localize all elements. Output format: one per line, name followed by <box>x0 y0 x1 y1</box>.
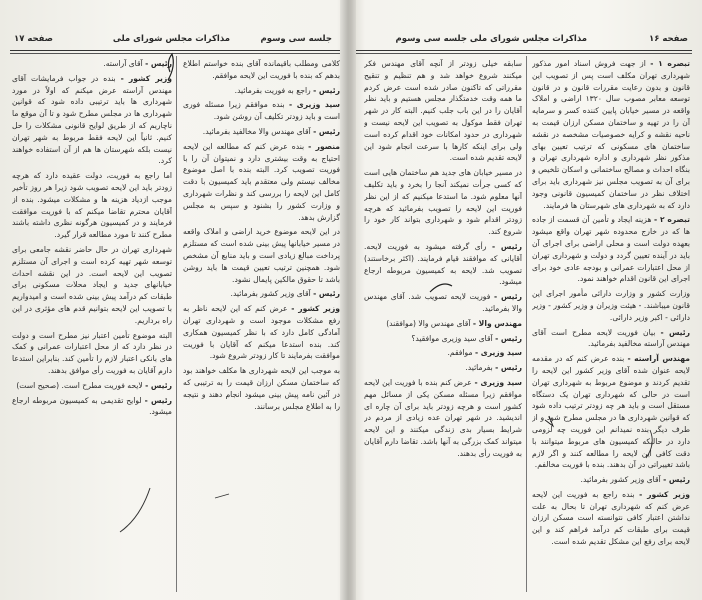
right-page-column-right <box>532 58 690 594</box>
paragraph <box>364 333 522 345</box>
speaker-name: رئیس - <box>313 85 340 95</box>
paragraph-text: راجع به فوریت بفرمائید. <box>234 85 311 95</box>
speaker-name: سید وزیری - <box>474 348 522 358</box>
right-page <box>356 0 692 600</box>
left-page <box>10 0 340 600</box>
right-page-title: مذاکرات مجلس شورای ملی <box>469 34 587 44</box>
speaker-name: تبصره ۲ - <box>654 215 690 225</box>
speaker-name: رئیس - <box>144 395 172 405</box>
speaker-name: رئیس - <box>493 292 522 302</box>
paragraph-text: آقای سید وزیری موافقید؟ <box>411 333 493 343</box>
paragraph <box>364 291 522 315</box>
left-page-column-right <box>183 58 340 594</box>
right-page-column-left <box>364 58 522 594</box>
paragraph-text: بیان فوریت لایحه مطرح است آقای مهندس آراسته مخالفید بفرمائید. <box>532 327 690 349</box>
paragraph <box>532 327 690 351</box>
paragraph-text: به موجب این لایحه شهرداری ها مکلف خواهند بود که ساختمان مسکن ارزان قیمت را به ترتیبی که در آئین نامه پیش بینی میشود انجام دهند و نتیجه را به اطلاع مجلس برسانند. <box>183 366 340 411</box>
speaker-name: رئیس - <box>145 380 172 390</box>
paragraph <box>364 241 522 288</box>
right-header-rule <box>356 50 692 54</box>
paragraph-text: کلامی ومطلب باقیمانده آقای بنده خواستم اطلاع بدهم که بنده با فوریت این لایحه موافقم. <box>183 59 340 80</box>
paragraph <box>364 58 522 164</box>
speaker-name: وزیر کشور - <box>291 304 340 314</box>
paragraph-text: آقای مهندس والا (موافقند) <box>386 318 471 328</box>
paragraph <box>183 303 340 362</box>
speaker-name: رئیس - <box>313 126 340 136</box>
book-gutter <box>340 0 356 600</box>
paragraph <box>12 330 172 377</box>
paragraph-text: بنده عرض کنم که مطالعه این لایحه احتیاج به وقت بیشتری دارد و نمیتوان آن را با فوریت تصویب کرد. البته بنده با اصل موضوع مخالف نیستم ولی معتقدم باید کمیسیون با دقت کامل این لایحه را بررسی کند و نظرات شهرداری و وزارت کشور را بشنود و سپس به مجلس گزارش بدهد. <box>183 141 340 222</box>
paragraph-text: در این لایحه موضوع خرید اراضی و املاک واقعه در مسیر خیابانها پیش بینی شده است که مستلزم پرداخت مبالغ زیادی است و باید منابع آن مشخص شود. همچنین ترتیب تعیین قیمت ها باید روشن باشد تا حقوق مالکین پایمال نشود. <box>183 227 340 284</box>
right-page-session: جلسه سی وسوم <box>395 34 467 44</box>
speaker-name: مهندس والا - <box>472 318 522 328</box>
paragraph-text: اما راجع به فوریت، دولت عقیده دارد که هرچه زودتر باید این لایحه تصویب شود زیرا هر روز تأخیر موجب ازدیاد هزینه ها و مشکلات میشود. بنده از آقایان محترم تقاضا میکنم که با فوریت موافقت فرمایند و در کمیسیون هرگونه نظری داشته باشند مطرح کنند تا مورد مطالعه قرار گیرد. <box>12 171 172 240</box>
paragraph <box>183 141 340 224</box>
paragraph <box>183 226 340 285</box>
paragraph <box>183 99 340 123</box>
paragraph-text: عرض کنم بنده با فوریت این لایحه موافقم زیرا مسئله مسکن یکی از مسائل مهم کشور است و هرچه زودتر باید برای آن چاره ای اندیشید. در شهر تهران عده زیادی از مردم در شرایط بسیار بدی زندگی میکنند و این لایحه میتواند کمک بزرگی به آنها باشد. تقاضا دارم آقایان به فوریت رأی بدهند. <box>364 377 522 458</box>
paragraph <box>183 126 340 138</box>
left-page-header <box>10 30 340 50</box>
paragraph <box>183 288 340 300</box>
paragraph-text: فوریت لایحه تصویب شد. آقای مهندس والا بفرمائید. <box>364 292 522 313</box>
paragraph <box>532 353 690 471</box>
paragraph-text: بفرمائید. <box>465 363 493 373</box>
right-column-divider <box>526 56 527 592</box>
speaker-name: سید وزیری - <box>474 377 522 387</box>
speaker-name: رئیس - <box>313 289 340 299</box>
left-page-session: جلسه سی وسوم <box>260 34 332 44</box>
speaker-name: مهندس آراسته - <box>627 354 690 364</box>
paragraph-text: وزارت کشور و وزارت دارائی مأمور اجرای این قانون میباشند. - هیئت وزیران و وزیر کشور - وزیر دارائی - اکبر وزیر دارائی. <box>532 289 690 322</box>
paragraph-text: رأی گرفته میشود به فوریت لایحه. آقایانی که موافقند قیام فرمایند. (اکثر برخاستند) تصویب شد. لایحه به کمیسیون مربوطه ارجاع میشود. <box>364 241 522 287</box>
paragraph <box>532 489 690 548</box>
paragraph <box>364 362 522 374</box>
paragraph <box>12 73 172 167</box>
left-page-column-left <box>12 58 172 594</box>
paragraph <box>12 170 172 241</box>
speaker-name: رئیس - <box>495 363 522 373</box>
paragraph-text: آقای مهندس والا مخالفید بفرمائید. <box>202 126 311 136</box>
paragraph <box>364 167 522 238</box>
left-header-rule <box>10 50 340 54</box>
paragraph <box>532 474 690 486</box>
paragraph-text: آقای آراسته. <box>103 59 143 68</box>
speaker-name: تبصره ۱ - <box>650 59 690 68</box>
paragraph <box>532 288 690 323</box>
speaker-name: منصور - <box>308 141 340 151</box>
paragraph-text: بنده در جواب فرمایشات آقای مهندس آراسته عرض میکنم که اولاً در مورد شهرداری ها باید ترتیبی داده شود که قوانین شهرداری ها در مجلس مطرح شود و تا آن موقع ما ناچاریم که از طریق لوایح قانونی مشکلات را حل کنیم. ثانیاً این لایحه فقط مربوط به شهر تهران نیست بلکه شهرستان ها هم از آن استفاده خواهند کرد. <box>12 73 172 166</box>
paragraph <box>364 318 522 330</box>
paragraph-text: لوایح تقدیمی به کمیسیون مربوطه ارجاع میشود. <box>12 395 172 417</box>
paragraph-text: عرض کنم که این لایحه ناظر به رفع مشکلات موجود است و شهرداری تهران آمادگی کامل دارد که با نظر کمیسیون همکاری کند. بنده استدعا میکنم که آقایان با فوریت موافقت بفرمایند تا کار زودتر شروع شود. <box>183 304 340 361</box>
paragraph <box>12 380 172 392</box>
paragraph-text: البته موضوع تأمین اعتبار نیز مطرح است و دولت در نظر دارد که از محل اعتبارات عمرانی و کمک های بانکی اعتبار لازم را تأمین کند. بنابراین استدعا دارم آقایان به فوریت رأی موافق بدهند. <box>12 330 172 375</box>
paragraph-text: لایحه فوریت مطرح است. (صحیح است) <box>16 380 143 390</box>
right-page-header <box>356 30 692 50</box>
paragraph <box>183 58 340 82</box>
paragraph <box>12 395 172 419</box>
paragraph <box>364 347 522 359</box>
speaker-name: وزیر کشور - <box>120 73 172 83</box>
paragraph <box>183 365 340 412</box>
speaker-name: رئیس - <box>663 475 690 485</box>
speaker-name: رئیس - <box>145 59 172 68</box>
paragraph-text: هزینه ایجاد و تأمین آن قسمت از جاده ها که در خارج محدوده شهر تهران واقع میشود بعهده دولت است و محلی اراضی برای اجرای آن باید در آینده تعیین گردد و دولت و شهرداری تهران از محل اعتبارات عمرانی و بودجه عادی خود برای اجرای این قانون اقدام خواهند نمود. <box>532 215 690 284</box>
paragraph <box>532 214 690 285</box>
speaker-name: رئیس - <box>492 241 522 251</box>
paragraph-text: سابقه خیلی زودتر از آنچه آقای مهندس فکر میکنند شروع خواهد شد و هم تنظیم و تنقیح مقرراتی که تاکنون صادر شده است عرض کردم ما همه وقت خدمتگذار مجلس هستیم و باید نظر آقایان را در این باب جلب کنیم. البته کار در شهر تهران فقط موکول به تصویب این لایحه نیست و شهرداری در حدود امکانات خود اقدام کرده است ولی برای اینکه کارها با سرعت انجام شود این لایحه تقدیم شده است. <box>364 59 522 163</box>
speaker-name: رئیس - <box>660 327 690 337</box>
paragraph-text: شهرداری تهران در حال حاضر نقشه جامعی برای توسعه شهر تهیه کرده است و اجرای آن مستلزم تصویب این لایحه است. در این نقشه احداث خیابانهای جدید و ایجاد محلات مسکونی برای طبقات کم درآمد پیش بینی شده است و امیدواریم با تصویب این لایحه بتوانیم قدم های مؤثری در این راه برداریم. <box>12 244 172 325</box>
paragraph <box>12 244 172 327</box>
paragraph-text: در مسیر خیابان های جدید هم ساختمان هایی است که کسی جرأت نمیکند آنجا را بخرد و باید تکلیف آنها معلوم شود. ما استدعا میکنیم که از این نظر فوریت این لایحه را تصویب بفرمائید که هرچه زودتر اقدام شود و شهرداری بتواند کار خود را شروع کند. <box>364 168 522 237</box>
right-page-number: صفحه ۱۶ <box>649 34 688 44</box>
paragraph-text: بنده راجع به فوریت این لایحه عرض کنم که شهرداری تهران تا بحال به علت نداشتن اعتبار کافی نتوانسته است مسکن ارزان قیمت برای طبقات کم درآمد فراهم کند و این لایحه برای رفع این مشکل تقدیم شده است. <box>532 489 690 547</box>
paragraph-text: موافقم. <box>447 348 473 358</box>
left-column-divider <box>176 56 177 592</box>
speaker-name: رئیس - <box>495 333 522 343</box>
paragraph <box>364 377 522 460</box>
paragraph <box>12 58 172 70</box>
paragraph-text: آقای وزیر کشور بفرمائید. <box>230 289 311 299</box>
left-page-title: مذاکرات مجلس شورای ملی <box>112 34 230 44</box>
paragraph <box>183 85 340 97</box>
paragraph-text: آقای وزیر کشور بفرمائید. <box>580 475 661 485</box>
paragraph-text: بنده عرض کنم که در مقدمه لایحه عنوان شده آقای وزیر کشور این لایحه را تقدیم کردند و موضوع مربوط به شهرداری تهران است در حالی که شهرداری تهران یک دستگاه مستقل است و باید هر چه زودتر ترتیب داده شود که قوانین شهرداری ها در مجلس مطرح شود و از طرف دیگر بنده نمیدانم این فوریت چه لزومی دارد در حالیکه کمیسیون های مربوط میتوانند با دقت کافی این لایحه را مطالعه کنند و اگر لازم باشد تغییراتی در آن بدهند. بنده با فوریت مخالفم. <box>532 354 690 470</box>
left-page-number: صفحه ۱۷ <box>14 34 53 44</box>
paragraph-text: بنده موافقم زیرا مسئله فوری است و باید زودتر تکلیف آن روشن شود. <box>183 100 340 122</box>
paragraph-text: از جهت فروش اسناد امور مذکور شهرداری تهران مکلف است پس از تصویب این قانون و بدون رعایت مقررات قانون و در قانون توسعه معابر مصوب سال ۱۳۲۰ اراضی و املاک واقعه در مسیر خیابان پایین کننده کسر و سرمایه آن را در تهیه و ساختمان مسکن ارزان قیمت به ناحیه نقشه و کرایه خصوصیات مشخصه در نقشه ساختمان های مسکونی که ترتیب تعیین بهای مذکور نظر شهرداری و اداره شهرداری تهران و بنگاه احداث و مصالح ساختمانی و اسکان تلخیص و برای آن به تصویب مجلس نیز شهرداری باید برای اختلاف نظر در ساختمان کمیسیون قانونی وجود دارد که به شهرداری های شهرستان ها فرمایند. <box>532 59 690 210</box>
speaker-name: وزیر کشور - <box>639 489 690 499</box>
paragraph <box>532 58 690 211</box>
speaker-name: سید وزیری - <box>288 100 340 110</box>
